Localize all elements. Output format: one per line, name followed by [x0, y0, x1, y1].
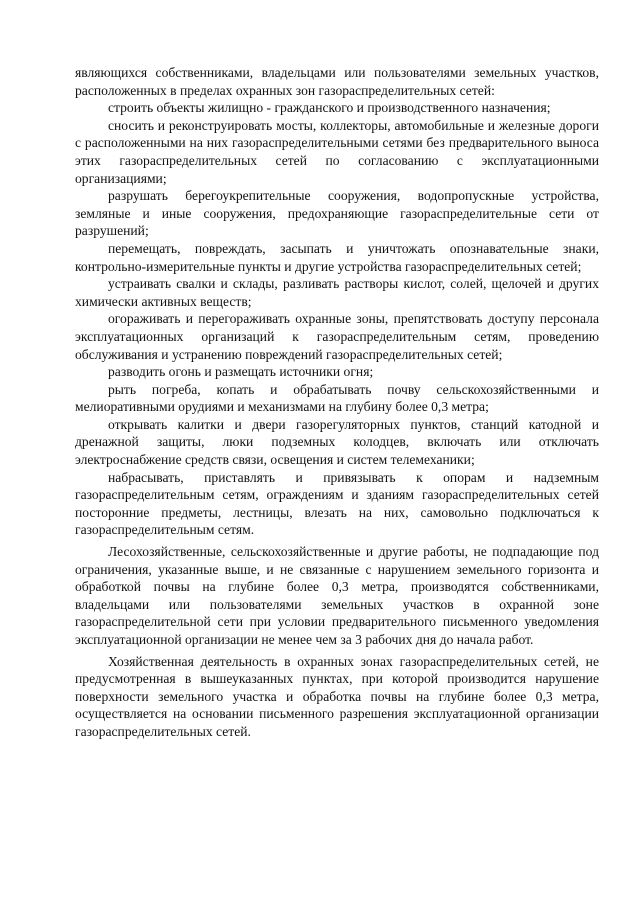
- paragraph-dig-cellars: рыть погреба, копать и обрабатывать почву сельскохозяйственными и мелиоративными орудиями и механизмами на глубину более 0,3 метра;: [75, 381, 599, 415]
- paragraph-dumps-warehouses: устраивать свалки и склады, разливать растворы кислот, солей, щелочей и других химически активных веществ;: [75, 276, 599, 309]
- paragraph-economic-activity: Хозяйственная деятельность в охранных зонах газораспределительных сетей, не предусмотренная в вышеуказанных пунктах, при которой производится нарушение поверхности земельного участка и обработка почвы на глубине более 0,3 метра, осуществляется на основании письменного разрешения эксплуатационной организации газораспределительных сетей.: [75, 653, 599, 739]
- paragraph-build-objects: строить объекты жилищно - гражданского и производственного назначения;: [108, 100, 551, 116]
- paragraph-open-gates: открывать калитки и двери газорегуляторных пунктов, станций катодной и дренажной защиты, люки подземных колодцев, включать или отключать электроснабжение средств связи, освещения и систем телемеханики;: [75, 416, 599, 468]
- paragraph-move-signs: перемещать, повреждать, засыпать и уничтожать опознавательные знаки, контрольно-измерительные пункты и другие устройства газораспределительных сетей;: [75, 240, 599, 274]
- document-page: [75, 64, 599, 741]
- paragraph-fire: разводить огонь и размещать источники огня;: [108, 364, 374, 380]
- paragraph-throw-objects: набрасывать, приставлять и привязывать к опорам и надземным газораспределительным сетям, ограждениям и зданиям газораспределительных сетей посторонние предметы, лестницы, влезать на них, самовольно подключаться к газораспределительным сетям.: [75, 469, 599, 538]
- paragraph-forestry-works: Лесохозяйственные, сельскохозяйственные и другие работы, не подпадающие под ограничения, указанные выше, и не связанные с нарушением земельного горизонта и обработкой почвы на глубине более 0,3 метра, производятся собственниками, владельцами или пользователями земельных участков в охранной зоне газораспределительной сети при условии предварительного письменного уведомления эксплуатационной организации не менее чем за 3 рабочих дня до начала работ.: [75, 544, 599, 647]
- paragraph-destroy-structures: разрушать берегоукрепительные сооружения, водопропускные устройства, земляные и иные сооружения, предохраняющие газораспределительные сети от разрушений;: [75, 188, 599, 239]
- paragraph-owners-intro: являющихся собственниками, владельцами или пользователями земельных участков, расположенных в пределах охранных зон газораспределительных сетей:: [75, 65, 599, 98]
- paragraph-fence-zones: огораживать и перегораживать охранные зоны, препятствовать доступу персонала эксплуатационных организаций к газораспределительным сетям, проведению обслуживания и устранению повреждений газораспределительных сетей;: [75, 311, 599, 362]
- paragraph-demolish-bridges: сносить и реконструировать мосты, коллекторы, автомобильные и железные дороги с расположенными на них газораспределительными сетями без предварительного выноса этих газораспределительных сетей по согласованию с эксплуатационными организациями;: [75, 117, 599, 186]
